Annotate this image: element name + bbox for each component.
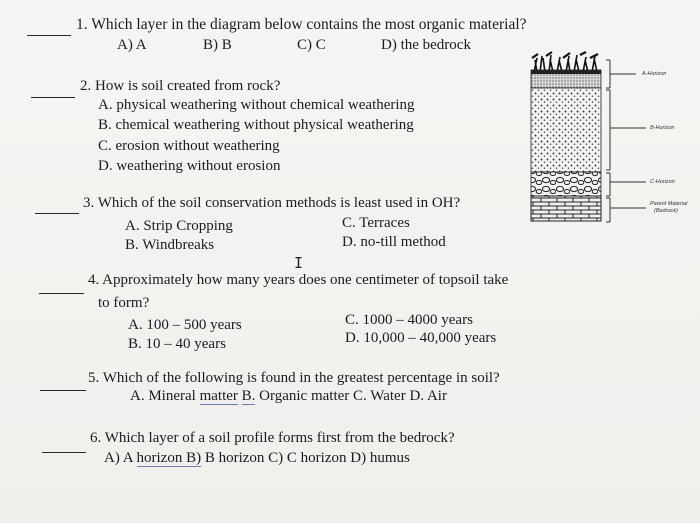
- q1-option-c: C) C: [297, 37, 326, 53]
- q2-option-b: B. chemical weathering without physical weathering: [98, 117, 414, 133]
- question-6-text: 6. Which layer of a soil profile forms first from the bedrock?: [90, 430, 455, 446]
- q6-options: [104, 450, 410, 467]
- label-parent-material: Parent Material: [650, 201, 688, 207]
- answer-blank-5[interactable]: [40, 390, 86, 391]
- question-4-text-line1: 4. Approximately how many years does one centimeter of topsoil take: [88, 272, 509, 288]
- q1-option-b: B) B: [203, 37, 232, 53]
- q1-option-d: D) the bedrock: [381, 37, 471, 53]
- label-b-horizon: B-Horizon: [650, 125, 675, 131]
- label-bedrock: (Bedrock): [654, 208, 678, 214]
- q3-option-b: B. Windbreaks: [125, 237, 215, 253]
- q6-option-a-text: A) A: [104, 450, 137, 466]
- q6-underline-horizon: horizon B): [136, 450, 202, 466]
- q2-option-c: C. erosion without weathering: [98, 138, 280, 154]
- question-1-text: 1. Which layer in the diagram below contains the most organic material?: [76, 16, 527, 33]
- answer-blank-6[interactable]: [42, 452, 86, 453]
- text-cursor-icon: I: [294, 254, 304, 272]
- q4-option-a: A. 100 – 500 years: [128, 317, 242, 333]
- q2-option-a: A. physical weathering without chemical weathering: [98, 97, 415, 113]
- question-3-text: 3. Which of the soil conservation methods is least used in OH?: [83, 195, 461, 211]
- q5-options-rest: Organic matter C. Water D. Air: [255, 388, 447, 404]
- q1-option-a: A) A: [117, 37, 147, 53]
- answer-blank-1[interactable]: [27, 35, 71, 36]
- q5-option-a-text: A. Mineral: [130, 388, 200, 404]
- q5-underline-b: B.: [241, 388, 256, 404]
- answer-blank-2[interactable]: [31, 97, 75, 98]
- q5-underline-matter: matter: [199, 388, 238, 404]
- q3-option-c: C. Terraces: [342, 215, 410, 231]
- q4-option-c: C. 1000 – 4000 years: [345, 312, 473, 328]
- q6-options-rest: B horizon C) C horizon D) humus: [201, 450, 410, 466]
- q5-options: [130, 388, 447, 405]
- grass-icon: [532, 52, 598, 72]
- q3-option-d: D. no-till method: [342, 234, 446, 250]
- answer-blank-4[interactable]: [39, 293, 84, 294]
- q2-option-d: D. weathering without erosion: [98, 158, 281, 174]
- soil-profile-diagram: [528, 50, 698, 235]
- question-4-text-line2: to form?: [98, 295, 150, 311]
- question-2-text: 2. How is soil created from rock?: [80, 78, 281, 94]
- q4-option-d: D. 10,000 – 40,000 years: [345, 330, 497, 346]
- label-a-horizon: A-Horizon: [642, 71, 667, 77]
- question-5-text: 5. Which of the following is found in the greatest percentage in soil?: [88, 370, 500, 386]
- q4-option-b: B. 10 – 40 years: [128, 336, 226, 352]
- answer-blank-3[interactable]: [35, 213, 79, 214]
- label-c-horizon: C-Horizon: [650, 179, 675, 185]
- q3-option-a: A. Strip Cropping: [125, 218, 233, 234]
